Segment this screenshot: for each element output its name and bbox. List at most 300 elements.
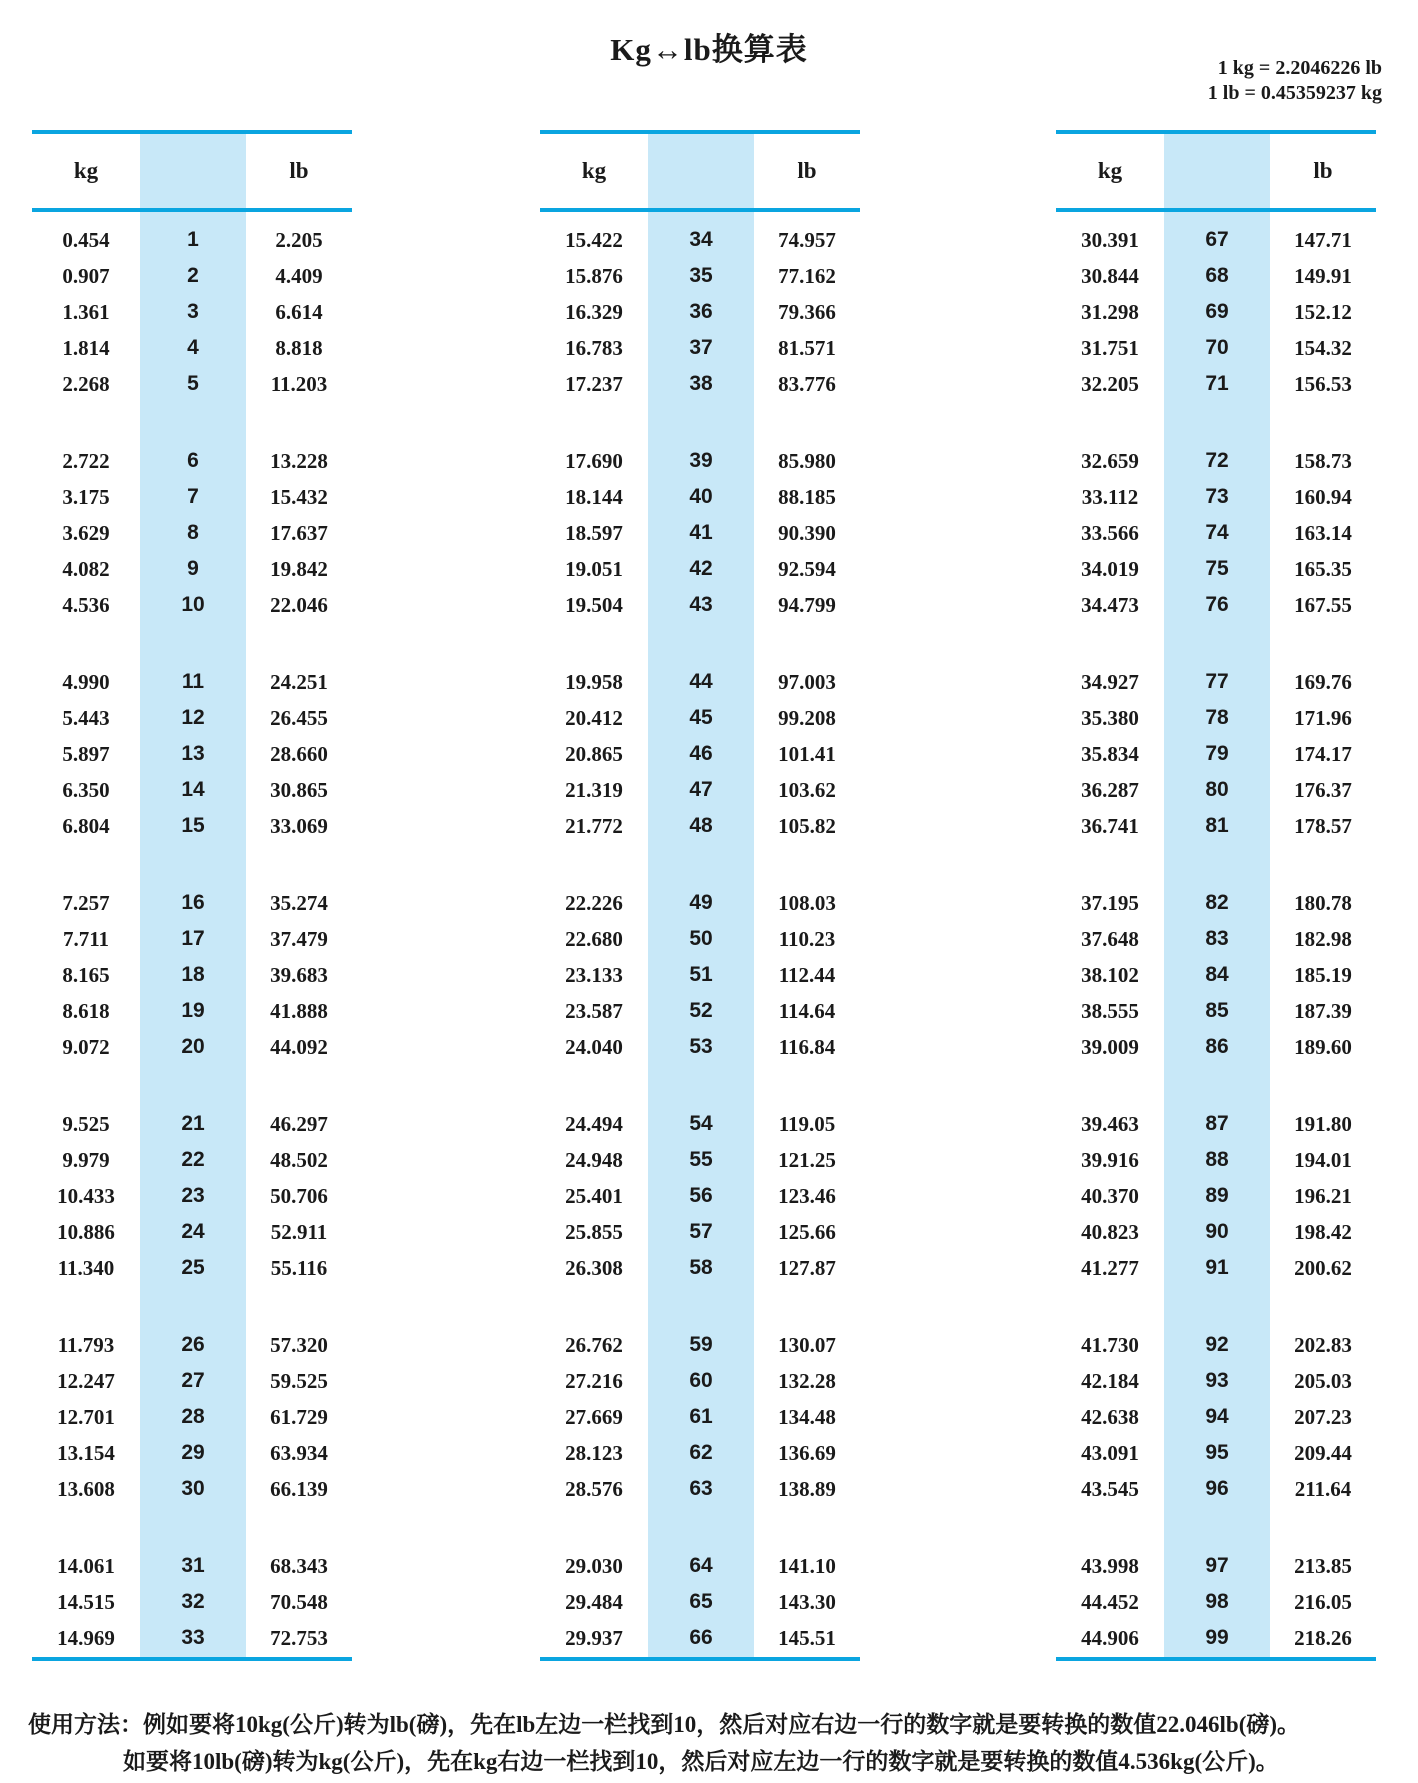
- number-value: 12: [181, 706, 205, 729]
- lb-value: 48.502: [270, 1147, 328, 1172]
- lb-value: 108.03: [778, 890, 836, 915]
- kg-value: 23.133: [565, 962, 623, 987]
- number-value: 62: [689, 1441, 713, 1464]
- number-value: 78: [1205, 706, 1229, 729]
- table-body: [1056, 222, 1376, 1656]
- kg-value: 13.154: [57, 1440, 115, 1465]
- number-value: 19: [181, 999, 205, 1022]
- kg-value: 36.287: [1081, 777, 1139, 802]
- table-row: [32, 587, 352, 623]
- number-value: 80: [1205, 778, 1229, 801]
- kg-value: 16.783: [565, 335, 623, 360]
- number-value: 42: [689, 557, 713, 580]
- kg-value: 2.722: [62, 448, 110, 473]
- kg-value: 12.701: [57, 1404, 115, 1429]
- lb-value: 143.30: [778, 1589, 836, 1614]
- row-block: [540, 885, 860, 1065]
- header-rule: [1056, 208, 1376, 212]
- kg-value: 27.669: [565, 1404, 623, 1429]
- table-row: [1056, 515, 1376, 551]
- kg-value: 38.102: [1081, 962, 1139, 987]
- number-value: 16: [181, 891, 205, 914]
- kg-column-header: kg: [73, 158, 99, 183]
- lb-value: 149.91: [1294, 263, 1352, 288]
- row-block: [32, 443, 352, 623]
- kg-value: 30.391: [1081, 227, 1139, 252]
- table-row: [1056, 366, 1376, 402]
- kg-value: 29.484: [565, 1589, 623, 1614]
- lb-value: 17.637: [270, 520, 328, 545]
- table-row: [540, 551, 860, 587]
- number-value: 5: [187, 372, 199, 395]
- kg-value: 4.536: [62, 592, 110, 617]
- lb-value: 119.05: [778, 1111, 836, 1136]
- number-value: 43: [689, 593, 713, 616]
- kg-value: 26.762: [565, 1332, 623, 1357]
- kg-value: 44.906: [1081, 1625, 1139, 1650]
- kg-value: 0.454: [62, 227, 110, 252]
- row-block: [540, 222, 860, 402]
- number-value: 10: [181, 593, 205, 616]
- lb-value: 112.44: [778, 962, 836, 987]
- kg-value: 31.298: [1081, 299, 1139, 324]
- kg-value: 28.123: [565, 1440, 623, 1465]
- lb-value: 77.162: [778, 263, 836, 288]
- kg-value: 26.308: [565, 1255, 623, 1280]
- lb-value: 35.274: [270, 890, 328, 915]
- lb-value: 141.10: [778, 1553, 836, 1578]
- lb-value: 37.479: [270, 926, 328, 951]
- lb-value: 125.66: [778, 1219, 836, 1244]
- lb-value: 8.818: [275, 335, 323, 360]
- lb-value: 24.251: [270, 669, 328, 694]
- lb-value: 39.683: [270, 962, 328, 987]
- lb-value: 196.21: [1294, 1183, 1352, 1208]
- table-row: [540, 993, 860, 1029]
- kg-value: 28.576: [565, 1476, 623, 1501]
- lb-value: 123.46: [778, 1183, 836, 1208]
- table-body: [540, 222, 860, 1656]
- kg-value: 15.876: [565, 263, 623, 288]
- table-row: [1056, 1029, 1376, 1065]
- kg-value: 9.979: [62, 1147, 110, 1172]
- kg-value: 5.443: [62, 705, 110, 730]
- page-title: Kg↔lb换算表: [610, 32, 808, 67]
- kg-value: 36.741: [1081, 813, 1139, 838]
- table-row: [540, 1327, 860, 1363]
- table-row: [1056, 808, 1376, 844]
- lb-value: 88.185: [778, 484, 836, 509]
- table-row: [540, 515, 860, 551]
- table-row: [1056, 587, 1376, 623]
- kg-value: 22.680: [565, 926, 623, 951]
- row-block: [1056, 885, 1376, 1065]
- kg-value: 39.463: [1081, 1111, 1139, 1136]
- kg-value: 24.494: [565, 1111, 623, 1136]
- table-row: [32, 664, 352, 700]
- number-value: 15: [181, 814, 205, 837]
- kg-value: 40.823: [1081, 1219, 1139, 1244]
- lb-value: 213.85: [1294, 1553, 1352, 1578]
- lb-value: 154.32: [1294, 335, 1352, 360]
- lb-value: 19.842: [270, 556, 328, 581]
- table-row: [32, 700, 352, 736]
- lb-value: 101.41: [778, 741, 836, 766]
- lb-value: 205.03: [1294, 1368, 1352, 1393]
- number-value: 32: [181, 1590, 205, 1613]
- table-row: [32, 1471, 352, 1507]
- row-block: [32, 1106, 352, 1286]
- kg-value: 12.247: [57, 1368, 115, 1393]
- lb-value: 136.69: [778, 1440, 836, 1465]
- table-row: [540, 330, 860, 366]
- table-row: [540, 1548, 860, 1584]
- number-value: 45: [689, 706, 713, 729]
- kg-value: 7.257: [62, 890, 110, 915]
- number-value: 37: [689, 336, 713, 359]
- lb-value: 26.455: [270, 705, 328, 730]
- table-row: [1056, 993, 1376, 1029]
- number-value: 77: [1205, 670, 1229, 693]
- number-value: 76: [1205, 593, 1229, 616]
- bottom-rule: [1056, 1657, 1376, 1661]
- table-row: [32, 921, 352, 957]
- number-value: 30: [181, 1477, 205, 1500]
- table-row: [32, 993, 352, 1029]
- usage-label: 使用方法：: [28, 1712, 143, 1737]
- table-row: [32, 1250, 352, 1286]
- kg-value: 19.504: [565, 592, 623, 617]
- table-row: [32, 443, 352, 479]
- lb-value: 163.14: [1294, 520, 1352, 545]
- kg-value: 25.855: [565, 1219, 623, 1244]
- kg-value: 18.597: [565, 520, 623, 545]
- number-value: 85: [1205, 999, 1229, 1022]
- conversion-factors: [1208, 56, 1382, 106]
- table-row: [540, 1584, 860, 1620]
- number-value: 3: [187, 300, 199, 323]
- lb-value: 55.116: [270, 1255, 328, 1280]
- number-value: 1: [187, 228, 199, 251]
- table-row: [540, 258, 860, 294]
- number-value: 46: [689, 742, 713, 765]
- lb-value: 63.934: [270, 1440, 328, 1465]
- column-header-row: [1056, 134, 1376, 208]
- row-block: [1056, 1327, 1376, 1507]
- number-value: 87: [1205, 1112, 1229, 1135]
- lb-value: 209.44: [1294, 1440, 1352, 1465]
- kg-value: 39.916: [1081, 1147, 1139, 1172]
- lb-value: 127.87: [778, 1255, 836, 1280]
- lb-value: 187.39: [1294, 998, 1352, 1023]
- table-row: [1056, 1178, 1376, 1214]
- number-value: 72: [1205, 449, 1229, 472]
- lb-value: 218.26: [1294, 1625, 1352, 1650]
- number-value: 73: [1205, 485, 1229, 508]
- number-value: 52: [689, 999, 713, 1022]
- table-row: [1056, 294, 1376, 330]
- table-row: [1056, 1471, 1376, 1507]
- number-value: 26: [181, 1333, 205, 1356]
- number-value: 24: [181, 1220, 205, 1243]
- table-row: [1056, 885, 1376, 921]
- table-row: [540, 222, 860, 258]
- kg-value: 29.030: [565, 1553, 623, 1578]
- lb-value: 70.548: [270, 1589, 328, 1614]
- number-value: 75: [1205, 557, 1229, 580]
- kg-value: 34.473: [1081, 592, 1139, 617]
- kg-value: 20.412: [565, 705, 623, 730]
- table-row: [540, 664, 860, 700]
- row-block: [32, 664, 352, 844]
- number-value: 14: [181, 778, 205, 801]
- row-block: [540, 1548, 860, 1656]
- lb-value: 59.525: [270, 1368, 328, 1393]
- kg-value: 7.711: [62, 926, 110, 951]
- number-value: 64: [689, 1554, 713, 1577]
- kg-value: 25.401: [565, 1183, 623, 1208]
- kg-value: 8.618: [62, 998, 110, 1023]
- table-row: [540, 1620, 860, 1656]
- lb-value: 30.865: [270, 777, 328, 802]
- lb-value: 68.343: [270, 1553, 328, 1578]
- row-block: [540, 664, 860, 844]
- number-value: 34: [689, 228, 713, 251]
- lb-value: 194.01: [1294, 1147, 1352, 1172]
- row-block: [540, 1327, 860, 1507]
- number-value: 69: [1205, 300, 1229, 323]
- number-value: 63: [689, 1477, 713, 1500]
- table-row: [32, 1620, 352, 1656]
- table-row: [540, 443, 860, 479]
- lb-value: 185.19: [1294, 962, 1352, 987]
- kg-value: 41.730: [1081, 1332, 1139, 1357]
- number-value: 71: [1205, 372, 1229, 395]
- lb-value: 52.911: [270, 1219, 328, 1244]
- kg-value: 4.990: [62, 669, 110, 694]
- number-value: 60: [689, 1369, 713, 1392]
- table-row: [32, 515, 352, 551]
- number-value: 41: [689, 521, 713, 544]
- kg-value: 19.051: [565, 556, 623, 581]
- table-row: [540, 1399, 860, 1435]
- table-row: [32, 551, 352, 587]
- table-row: [32, 1584, 352, 1620]
- number-value: 74: [1205, 521, 1229, 544]
- lb-value: 160.94: [1294, 484, 1352, 509]
- number-value: 89: [1205, 1184, 1229, 1207]
- kg-value: 35.380: [1081, 705, 1139, 730]
- lb-value: 105.82: [778, 813, 836, 838]
- lb-value: 57.320: [270, 1332, 328, 1357]
- kg-value: 14.061: [57, 1553, 115, 1578]
- number-value: 91: [1205, 1256, 1229, 1279]
- number-value: 50: [689, 927, 713, 950]
- kg-value: 22.226: [565, 890, 623, 915]
- number-value: 95: [1205, 1441, 1229, 1464]
- lb-value: 83.776: [778, 371, 836, 396]
- header-rule: [32, 208, 352, 212]
- lb-value: 97.003: [778, 669, 836, 694]
- number-value: 17: [181, 927, 205, 950]
- table-row: [540, 1214, 860, 1250]
- kg-value: 10.433: [57, 1183, 115, 1208]
- table-row: [1056, 1435, 1376, 1471]
- lb-value: 207.23: [1294, 1404, 1352, 1429]
- number-value: 99: [1205, 1626, 1229, 1649]
- row-block: [1056, 443, 1376, 623]
- header-rule: [540, 208, 860, 212]
- lb-value: 81.571: [778, 335, 836, 360]
- lb-value: 92.594: [778, 556, 836, 581]
- table-row: [1056, 330, 1376, 366]
- lb-value: 169.76: [1294, 669, 1352, 694]
- usage-instructions: [28, 1706, 1402, 1780]
- kg-value: 3.175: [62, 484, 110, 509]
- lb-value: 90.390: [778, 520, 836, 545]
- number-value: 90: [1205, 1220, 1229, 1243]
- number-value: 67: [1205, 228, 1229, 251]
- kg-value: 23.587: [565, 998, 623, 1023]
- kg-value: 17.237: [565, 371, 623, 396]
- table-row: [540, 294, 860, 330]
- table-row: [540, 1250, 860, 1286]
- table-row: [1056, 222, 1376, 258]
- table-body: [32, 222, 352, 1656]
- lb-value: 138.89: [778, 1476, 836, 1501]
- kg-value: 43.998: [1081, 1553, 1139, 1578]
- table-row: [1056, 736, 1376, 772]
- lb-value: 211.64: [1294, 1476, 1352, 1501]
- kg-value: 4.082: [62, 556, 110, 581]
- table-row: [1056, 921, 1376, 957]
- table-row: [540, 736, 860, 772]
- lb-value: 171.96: [1294, 705, 1352, 730]
- table-row: [32, 1178, 352, 1214]
- lb-column-header: lb: [289, 158, 309, 183]
- lb-value: 33.069: [270, 813, 328, 838]
- bottom-rule: [540, 1657, 860, 1661]
- lb-value: 202.83: [1294, 1332, 1352, 1357]
- lb-value: 22.046: [270, 592, 328, 617]
- table-row: [1056, 700, 1376, 736]
- lb-value: 180.78: [1294, 890, 1352, 915]
- number-value: 39: [689, 449, 713, 472]
- kg-value: 9.525: [62, 1111, 110, 1136]
- row-block: [1056, 222, 1376, 402]
- number-value: 8: [187, 521, 199, 544]
- kg-value: 33.566: [1081, 520, 1139, 545]
- kg-value: 21.319: [565, 777, 623, 802]
- number-value: 22: [181, 1148, 205, 1171]
- table-row: [32, 1435, 352, 1471]
- table-row: [32, 808, 352, 844]
- table-row: [1056, 1250, 1376, 1286]
- kg-value: 21.772: [565, 813, 623, 838]
- kg-value: 27.216: [565, 1368, 623, 1393]
- number-value: 57: [689, 1220, 713, 1243]
- table-row: [540, 479, 860, 515]
- table-row: [1056, 772, 1376, 808]
- number-value: 4: [187, 336, 199, 359]
- number-value: 25: [181, 1256, 205, 1279]
- table-row: [32, 772, 352, 808]
- kg-value: 35.834: [1081, 741, 1139, 766]
- table-row: [32, 1399, 352, 1435]
- kg-value: 14.969: [57, 1625, 115, 1650]
- kg-value: 1.361: [62, 299, 110, 324]
- kg-value: 11.793: [57, 1332, 115, 1357]
- lb-value: 6.614: [275, 299, 323, 324]
- number-value: 6: [187, 449, 199, 472]
- table-row: [1056, 1214, 1376, 1250]
- kg-value: 2.268: [62, 371, 110, 396]
- number-value: 55: [689, 1148, 713, 1171]
- table-row: [1056, 1363, 1376, 1399]
- lb-value: 147.71: [1294, 227, 1352, 252]
- lb-value: 178.57: [1294, 813, 1352, 838]
- number-value: 36: [689, 300, 713, 323]
- kg-value: 29.937: [565, 1625, 623, 1650]
- lb-value: 44.092: [270, 1034, 328, 1059]
- table-row: [540, 700, 860, 736]
- lb-value: 94.799: [778, 592, 836, 617]
- number-value: 35: [689, 264, 713, 287]
- number-value: 20: [181, 1035, 205, 1058]
- kg-value: 34.019: [1081, 556, 1139, 581]
- table-row: [1056, 664, 1376, 700]
- table-row: [32, 957, 352, 993]
- kg-value: 24.948: [565, 1147, 623, 1172]
- lb-value: 79.366: [778, 299, 836, 324]
- lb-value: 191.80: [1294, 1111, 1352, 1136]
- table-row: [32, 1548, 352, 1584]
- lb-value: 46.297: [270, 1111, 328, 1136]
- lb-value: 28.660: [270, 741, 328, 766]
- table-row: [32, 366, 352, 402]
- table-row: [32, 479, 352, 515]
- number-value: 40: [689, 485, 713, 508]
- number-value: 98: [1205, 1590, 1229, 1613]
- kg-value: 1.814: [62, 335, 110, 360]
- kg-value: 15.422: [565, 227, 623, 252]
- row-block: [540, 1106, 860, 1286]
- lb-column-header: lb: [1313, 158, 1333, 183]
- table-row: [32, 1142, 352, 1178]
- number-value: 83: [1205, 927, 1229, 950]
- bottom-rule: [32, 1657, 352, 1661]
- number-value: 18: [181, 963, 205, 986]
- column-header-row: [32, 134, 352, 208]
- kg-value: 19.958: [565, 669, 623, 694]
- table-row: [540, 1106, 860, 1142]
- row-block: [32, 1548, 352, 1656]
- number-value: 81: [1205, 814, 1229, 837]
- kg-value: 11.340: [57, 1255, 115, 1280]
- table-row: [1056, 551, 1376, 587]
- lb-value: 156.53: [1294, 371, 1352, 396]
- lb-value: 182.98: [1294, 926, 1352, 951]
- table-row: [540, 587, 860, 623]
- table-row: [1056, 1399, 1376, 1435]
- number-value: 9: [187, 557, 199, 580]
- table-row: [1056, 443, 1376, 479]
- table-row: [32, 1363, 352, 1399]
- number-value: 29: [181, 1441, 205, 1464]
- table-group-2: [540, 130, 860, 1661]
- number-value: 44: [689, 670, 713, 693]
- number-value: 94: [1205, 1405, 1229, 1428]
